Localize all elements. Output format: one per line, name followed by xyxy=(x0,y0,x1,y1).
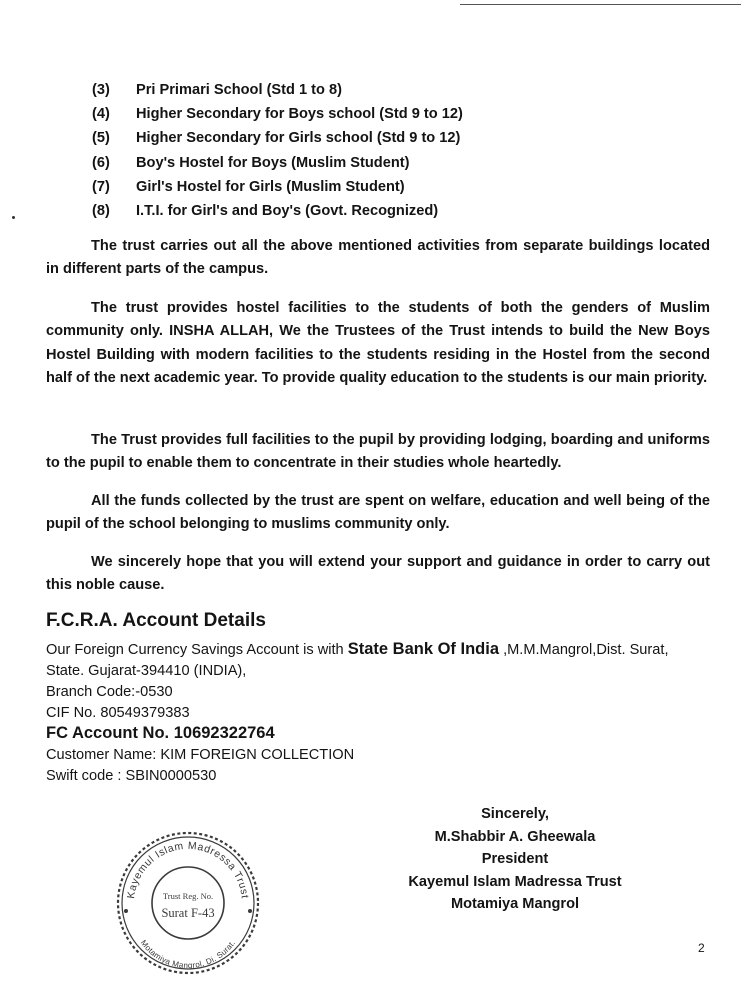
fcra-heading: F.C.R.A. Account Details xyxy=(46,610,266,631)
fcra-customer-details xyxy=(46,745,354,787)
list-item xyxy=(92,151,463,175)
list-item xyxy=(92,175,463,199)
customer-name: Customer Name: KIM FOREIGN COLLECTION xyxy=(46,747,355,763)
signatory-name: M.Shabbir A. Gheewala xyxy=(434,828,596,845)
seal-reg-number: Surat F-43 xyxy=(161,906,215,920)
list-item-text: Higher Secondary for Boys school (Std 9 to 12) xyxy=(136,106,463,123)
seal-reg-label: Trust Reg. No. xyxy=(162,891,214,901)
cif-number: CIF No. 80549379383 xyxy=(46,705,190,721)
seal-outer-text: Kayemul Islam Madressa Trust xyxy=(125,839,251,900)
paragraph-facilities: The Trust provides full facilities to the pupil by providing lodging, boarding and uniforms to the pupil to enable them to concentrate in their studies whole heartedly. xyxy=(46,432,710,472)
list-item-number: (8) xyxy=(92,202,110,219)
seal-bottom-text: Motamiya Mangrol, Di. Surat. xyxy=(138,938,238,971)
paragraph-appeal: We sincerely hope that you will extend your support and guidance in order to carry out this noble cause. xyxy=(46,554,710,594)
organization-name: Kayemul Islam Madressa Trust xyxy=(408,873,622,890)
branch-code: Branch Code:-0530 xyxy=(46,684,173,700)
fc-account-number: FC Account No. 10692322764 xyxy=(46,724,275,742)
organization-place: Motamiya Mangrol xyxy=(450,896,580,912)
list-item xyxy=(92,126,463,150)
seal-dot-left xyxy=(124,909,128,913)
paragraph-campus: The trust carries out all the above mentioned activities from separate buildings located in different parts of the campus. xyxy=(46,238,710,278)
list-item-text: I.T.I. for Girl's and Boy's (Govt. Recognized) xyxy=(136,202,439,219)
facilities-list xyxy=(92,78,463,223)
swift-code: Swift code : SBIN0000530 xyxy=(46,768,217,784)
bank-intro: Our Foreign Currency Savings Account is with xyxy=(46,642,348,658)
list-item-number: (6) xyxy=(92,154,110,171)
closing: Sincerely, xyxy=(481,806,549,822)
top-edge-rule xyxy=(460,4,741,5)
list-item-text: Girl's Hostel for Girls (Muslim Student) xyxy=(136,178,405,195)
paragraph-hostel: The trust provides hostel facilities to the students of both the genders of Muslim community only. INSHA ALLAH, We the Trustees of the Trust intends to build the New Boys Hostel Building with modern facilities to the students residing in the Hostel from the second half of the next academic year. To provide quality education to the students is our main priority. xyxy=(46,300,710,386)
list-item xyxy=(92,199,463,223)
list-item-text: Boy's Hostel for Boys (Muslim Student) xyxy=(136,154,410,171)
list-item-number: (3) xyxy=(92,82,110,98)
signatory-role: President xyxy=(481,851,549,867)
signature-block xyxy=(380,803,650,916)
fcra-details xyxy=(46,639,726,724)
page-number: 2 xyxy=(698,941,705,955)
seal-dot-right xyxy=(248,909,252,913)
list-item xyxy=(92,78,463,102)
list-item-number: (5) xyxy=(92,130,110,147)
list-item-text: Pri Primari School (Std 1 to 8) xyxy=(136,82,342,98)
list-item xyxy=(92,102,463,126)
list-item-text: Higher Secondary for Girls school (Std 9 to 12) xyxy=(136,130,461,147)
bank-line xyxy=(46,639,726,661)
list-item-number: (7) xyxy=(92,178,110,195)
paragraph-funds: All the funds collected by the trust are spent on welfare, education and well being of the pupil of the school belonging to muslims community only. xyxy=(46,493,710,533)
bank-address-2: State. Gujarat-394410 (INDIA), xyxy=(46,663,247,679)
trust-seal-stamp xyxy=(114,829,262,977)
bank-name: State Bank Of India xyxy=(347,640,500,658)
list-item-number: (4) xyxy=(92,106,110,123)
bank-address-1: ,M.M.Mangrol,Dist. Surat, xyxy=(499,642,669,658)
scan-speck xyxy=(12,216,15,219)
